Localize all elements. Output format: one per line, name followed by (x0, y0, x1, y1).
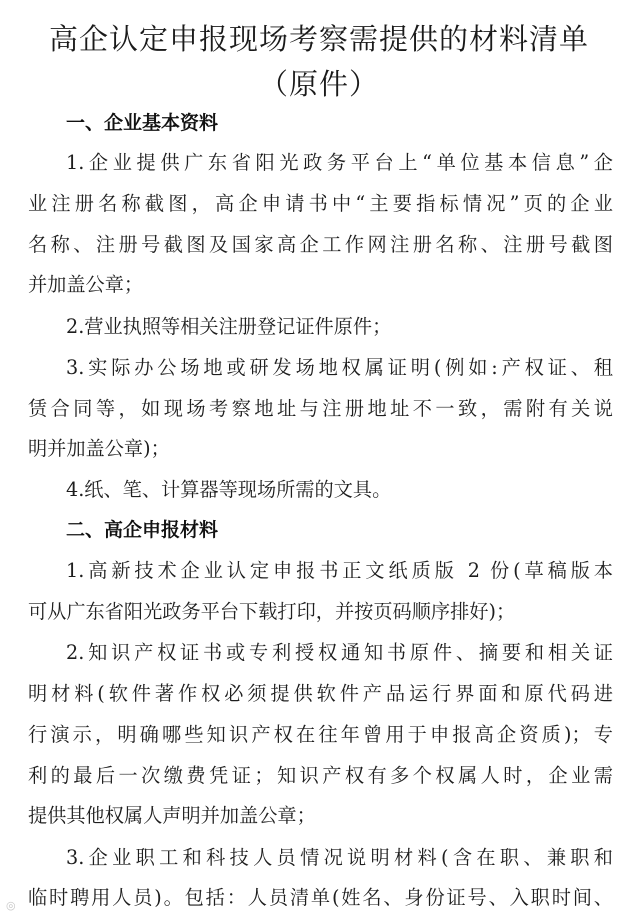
section-heading-basic-info: 一、企业基本资料 (66, 112, 219, 134)
paragraph-line: 2.知识产权证书或专利授权通知书原件、摘要和相关证 (66, 641, 613, 664)
document-title: 高企认定申报现场考察需提供的材料清单 (48, 22, 589, 56)
paragraph-line: 行演示，明确哪些知识产权在往年曾用于申报高企资质)；专 (28, 723, 613, 746)
paragraph-line: 名称、注册号截图及国家高企工作网注册名称、注册号截图 (28, 233, 613, 256)
document-subtitle: （原件） (258, 67, 379, 101)
paragraph-line: 明并加盖公章)； (28, 437, 170, 460)
paragraph-line: 可从广东省阳光政务平台下载打印，并按页码顺序排好)； (28, 600, 516, 623)
paragraph-line: 临时聘用人员)。包括：人员清单(姓名、身份证号、入职时间、 (28, 886, 613, 909)
paragraph-line: 业注册名称截图，高企申请书中“主要指标情况”页的企业 (28, 192, 613, 215)
paragraph-line: 1.高新技术企业认定申报书正文纸质版 2 份(草稿版本 (66, 559, 613, 582)
paragraph-line: 1.企业提供广东省阳光政务平台上“单位基本信息”企 (66, 151, 613, 174)
paragraph-line: 赁合同等，如现场考察地址与注册地址不一致，需附有关说 (28, 397, 613, 420)
paragraph-line: 2.营业执照等相关注册登记证件原件； (66, 315, 392, 338)
paragraph-line: 3.实际办公场地或研发场地权属证明(例如:产权证、租 (66, 356, 613, 379)
watermark-mark: ◎ (6, 899, 16, 912)
paragraph-line: 3.企业职工和科技人员情况说明材料(含在职、兼职和 (66, 846, 613, 869)
paragraph-line: 明材料(软件著作权必须提供软件产品运行界面和原代码进 (28, 682, 613, 705)
paragraph-line: 提供其他权属人声明并加盖公章； (28, 804, 316, 827)
paragraph-line: 4.纸、笔、计算器等现场所需的文具。 (66, 478, 392, 501)
section-heading-application-materials: 二、高企申报材料 (66, 519, 219, 541)
paragraph-line: 利的最后一次缴费凭证；知识产权有多个权属人时，企业需 (28, 764, 613, 787)
paragraph-line: 并加盖公章； (28, 273, 144, 296)
